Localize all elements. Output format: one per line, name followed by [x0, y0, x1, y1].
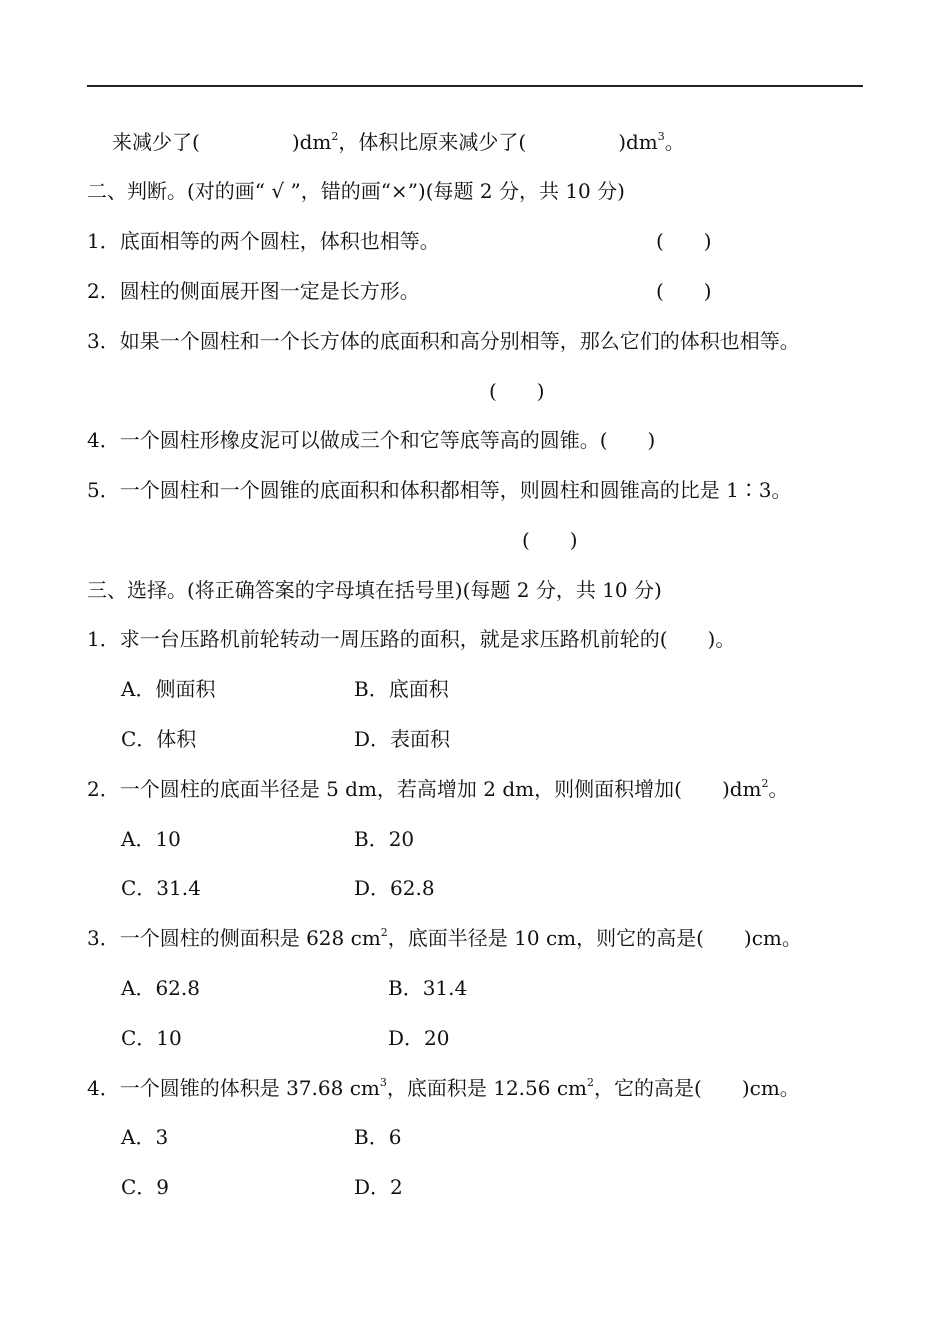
answer-parentheses[interactable]: ( )	[656, 229, 712, 253]
fill-blank-continuation	[112, 129, 685, 155]
text-fragment: 4．一个圆锥的体积是 37.68 cm	[87, 1076, 380, 1100]
option-c[interactable]: C．9	[121, 1175, 170, 1199]
option-a[interactable]: A．侧面积	[121, 677, 216, 701]
superscript: 3	[379, 1076, 387, 1089]
superscript: 2	[331, 130, 339, 143]
section-heading-judgment: 二、判断。(对的画“ √ ”，错的画“×”)(每题 2 分，共 10 分)	[87, 179, 625, 203]
option-a[interactable]: A．3	[121, 1125, 169, 1149]
option-d[interactable]: D．20	[388, 1026, 450, 1050]
judgment-item-1: 1．底面相等的两个圆柱，体积也相等。	[87, 229, 440, 253]
answer-parentheses[interactable]: ( )	[656, 279, 712, 303]
text-fragment: ，体积比原来减少了(	[338, 130, 527, 154]
option-d[interactable]: D．2	[354, 1175, 403, 1199]
superscript: 2	[761, 777, 769, 790]
text-fragment: 。	[768, 777, 789, 801]
header-rule	[87, 85, 863, 87]
superscript: 2	[380, 926, 388, 939]
choice-question-2	[87, 776, 789, 802]
text-fragment: 2．一个圆柱的底面半径是 5 dm，若高增加 2 dm，则侧面积增加( )dm	[87, 777, 762, 801]
option-b[interactable]: B．底面积	[354, 677, 449, 701]
text-fragment: 来减少了(	[112, 130, 200, 154]
option-c[interactable]: C．10	[121, 1026, 182, 1050]
section-heading-choice: 三、选择。(将正确答案的字母填在括号里)(每题 2 分，共 10 分)	[87, 578, 662, 602]
text-fragment: ，底面半径是 10 cm，则它的高是( )cm。	[387, 926, 802, 950]
option-c[interactable]: C．31.4	[121, 876, 201, 900]
option-b[interactable]: B．20	[354, 827, 415, 851]
answer-parentheses[interactable]: ( )	[489, 379, 545, 403]
option-a[interactable]: A．62.8	[121, 976, 200, 1000]
text-fragment: ，底面积是 12.56 cm	[386, 1076, 588, 1100]
judgment-item-3: 3．如果一个圆柱和一个长方体的底面积和高分别相等，那么它们的体积也相等。	[87, 329, 800, 353]
judgment-item-2: 2．圆柱的侧面展开图一定是长方形。	[87, 279, 420, 303]
option-d[interactable]: D．62.8	[354, 876, 435, 900]
option-d[interactable]: D．表面积	[354, 727, 451, 751]
text-fragment: )dm	[618, 130, 658, 154]
text-fragment: ，它的高是( )cm。	[594, 1076, 800, 1100]
choice-question-3	[87, 925, 802, 951]
judgment-item-4: 4．一个圆柱形橡皮泥可以做成三个和它等底等高的圆锥。( )	[87, 428, 656, 452]
option-c[interactable]: C．体积	[121, 727, 197, 751]
choice-question-1: 1．求一台压路机前轮转动一周压路的面积，就是求压路机前轮的( )。	[87, 627, 736, 651]
answer-parentheses[interactable]: ( )	[522, 528, 578, 552]
text-fragment: 3．一个圆柱的侧面积是 628 cm	[87, 926, 381, 950]
text-fragment: 。	[664, 130, 685, 154]
option-a[interactable]: A．10	[121, 827, 181, 851]
superscript: 3	[657, 130, 665, 143]
choice-question-4	[87, 1075, 800, 1101]
text-fragment: )dm	[291, 130, 332, 154]
option-b[interactable]: B．31.4	[388, 976, 468, 1000]
option-b[interactable]: B．6	[354, 1125, 402, 1149]
judgment-item-5: 5．一个圆柱和一个圆锥的底面积和体积都相等，则圆柱和圆锥高的比是 1∶3。	[87, 478, 792, 502]
superscript: 2	[587, 1076, 595, 1089]
